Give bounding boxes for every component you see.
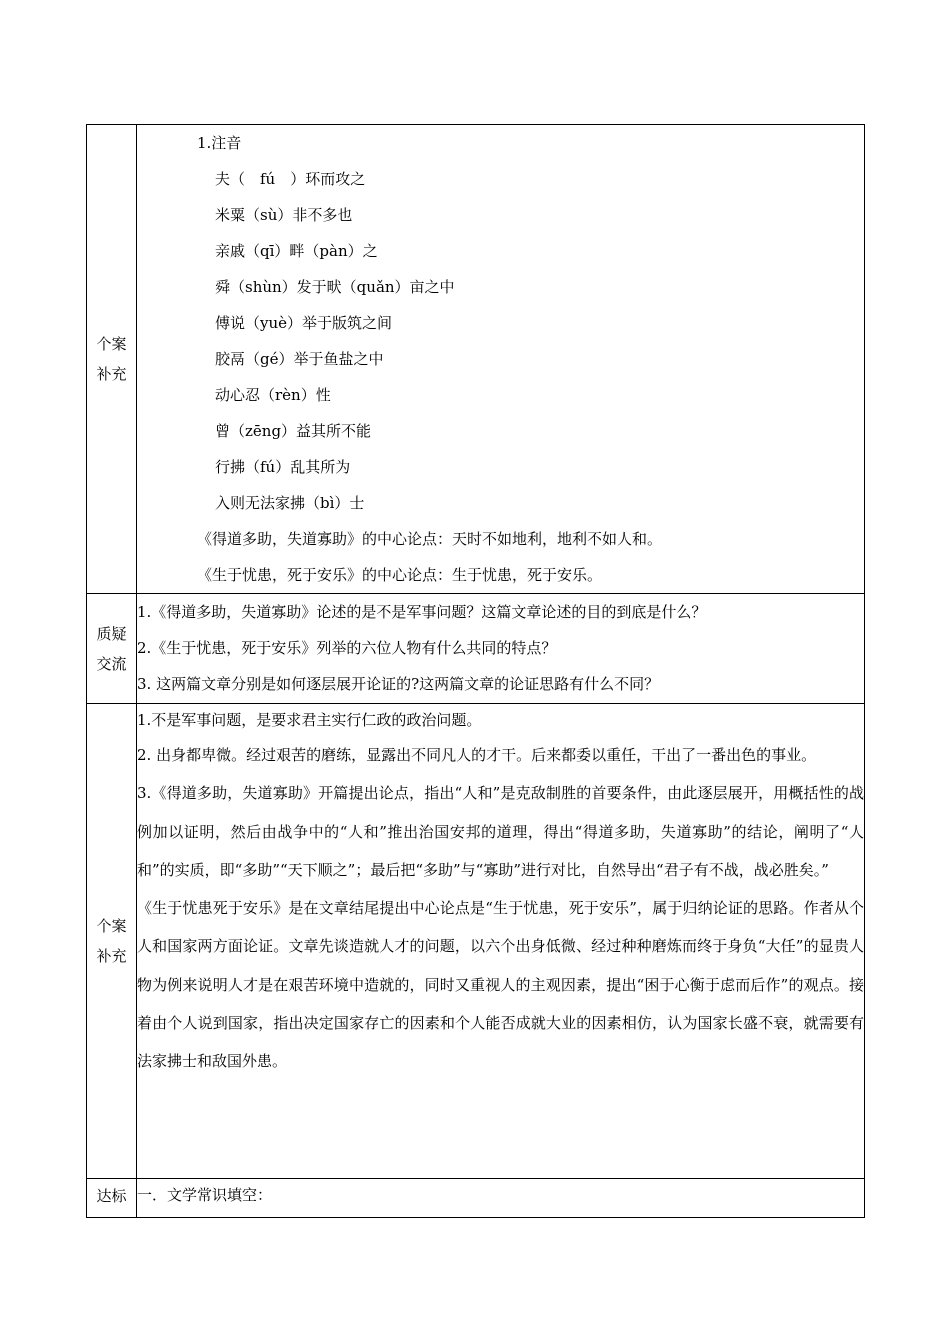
answer-paragraph: 1.不是军事问题，是要求君主实行仁政的政治问题。: [137, 711, 482, 729]
question-item: 1.《得道多助，失道寡助》论述的是不是军事问题？这篇文章论述的目的到底是什么？: [137, 603, 707, 621]
central-thesis: 《得道多助，失道寡助》的中心论点：天时不如地利，地利不如人和。: [197, 530, 663, 548]
answer-paragraph: 2. 出身都卑微。经过艰苦的磨练，显露出不同凡人的才干。后来都委以重任，干出了一番出色的事业。: [137, 746, 817, 764]
questions-section: [87, 594, 865, 704]
pinyin-item: 曾（zēng）益其所不能: [215, 422, 372, 440]
question-item: 3. 这两篇文章分别是如何逐层展开论证的?这两篇文章的论证思路有什么不同？: [137, 675, 660, 693]
section-content: [137, 125, 865, 594]
pinyin-item: 亲戚（qī）畔（pàn）之: [215, 242, 378, 260]
section-label-line: 质疑: [96, 624, 127, 643]
section-content: [137, 594, 865, 704]
pinyin-item: 入则无法家拂（bì）士: [215, 494, 365, 512]
answer-paragraph: 《生于忧患死于安乐》是在文章结尾提出中心论点是“生于忧患，死于安乐”，属于归纳论证的思路。作者从个人和国家两方面论证。文章先谈造就人才的问题，以六个出身低微、经过种种磨炼而终于身负“大任”的显贵人物为例来说明人才是在艰苦环境中造就的，同时又重视人的主观因素，提出“困于心衡于虑而后作”的观点。接着由个人说到国家，指出决定国家存亡的因素和个人能否成就大业的因素相仿，认为国家长盛不衰，就需要有法家拂士和敌国外患。: [137, 899, 864, 1071]
pinyin-item: 舜（shùn）发于畎（quǎn）亩之中: [215, 278, 455, 296]
section-label-line: 补充: [96, 365, 127, 383]
assessment-section: [87, 1179, 865, 1218]
section-label-line: 个案: [96, 917, 127, 935]
section-label-line: 补充: [96, 947, 127, 965]
section-content: [137, 704, 865, 1179]
pinyin-item: 傅说（yuè）举于版筑之间: [215, 314, 393, 332]
section-content: [137, 1179, 865, 1218]
section-label: [87, 594, 137, 704]
pinyin-item: 动心忍（rèn）性: [215, 386, 331, 404]
section-label: [87, 125, 137, 594]
section-label-line: 达标: [96, 1187, 127, 1205]
answer-paragraph: 3.《得道多助，失道寡助》开篇提出论点，指出“人和”是克敌制胜的首要条件，由此逐层展开，用概括性的战例加以证明，然后由战争中的“人和”推出治国安邦的道理，得出“得道多助，失道寡助”的结论，阐明了“人和”的实质，即“多助”“天下顺之”；最后把“多助”与“寡助”进行对比，自然导出“君子有不战，战必胜矣。”: [137, 784, 864, 879]
supplement-section-1: [87, 125, 865, 594]
pinyin-list: [197, 161, 864, 521]
fill-in-prompt: 一．文学常识填空：: [137, 1186, 273, 1204]
question-item: 2.《生于忧患，死于安乐》列举的六位人物有什么共同的特点？: [137, 639, 557, 657]
pinyin-item: 胶鬲（gé）举于鱼盐之中: [215, 350, 384, 368]
study-guide-table: [86, 124, 865, 1218]
supplement-section-2: [87, 704, 865, 1179]
pronunciation-heading: 1.注音: [197, 134, 242, 152]
section-label-line: 个案: [96, 335, 127, 353]
pinyin-item: 行拂（fú）乱其所为: [215, 458, 351, 476]
pinyin-item: 米粟（sù）非不多也: [215, 206, 353, 224]
section-label: [87, 1179, 137, 1218]
pinyin-item: 夫（ fú ）环而攻之: [215, 170, 366, 188]
central-thesis: 《生于忧患，死于安乐》的中心论点：生于忧患，死于安乐。: [197, 566, 603, 584]
section-label: [87, 704, 137, 1179]
section-label-line: 交流: [96, 654, 127, 673]
